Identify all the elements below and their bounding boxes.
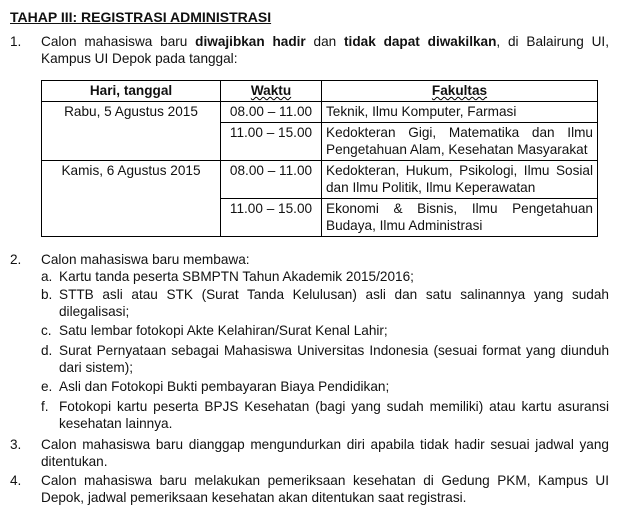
sub-item-letter: c. [41, 323, 52, 338]
sub-item-text: Surat Pernyataan sebagai Mahasiswa Universitas Indonesia (sesuai format yang diunduh dari sistem); [59, 343, 609, 375]
cell-fakultas: Teknik, Ilmu Komputer, Farmasi [322, 102, 598, 123]
item-text-part: dan [305, 34, 345, 49]
item-text: Calon mahasiswa baru melakukan pemeriksaan kesehatan di Gedung PKM, Kampus UI Depok, jadwal pemeriksaan kesehatan akan ditentukan saat registrasi. [41, 473, 609, 505]
column-header-waktu-label: Waktu [250, 83, 292, 98]
sub-item-letter: b. [41, 287, 53, 302]
section-heading: TAHAP III: REGISTRASI ADMINISTRASI [10, 9, 272, 25]
cell-fakultas: Kedokteran, Hukum, Psikologi, Ilmu Sosial dan Ilmu Politik, Ilmu Keperawatan [322, 161, 598, 199]
item-text-bold: diwajibkan hadir [195, 34, 306, 49]
column-header-hari: Hari, tanggal [42, 81, 221, 102]
sub-item-letter: e. [41, 379, 53, 394]
item-number: 3. [10, 437, 22, 452]
table-header-row [42, 81, 598, 102]
cell-hari: Kamis, 6 Agustus 2015 [42, 161, 221, 237]
item-text-part: , di Balairung UI, Kampus UI Depok pada tanggal: [41, 34, 609, 66]
column-header-fakultas [322, 81, 598, 102]
item-number: 2. [10, 252, 22, 267]
sub-item-letter: a. [41, 269, 53, 284]
item-text-part: Calon mahasiswa baru [41, 34, 196, 49]
sub-item-text: STTB asli atau STK (Surat Tanda Kelulusan) asli dan satu salinannya yang sudah dilegalisasi; [59, 287, 609, 319]
sub-item-text: Fotokopi kartu peserta BPJS Kesehatan (bagi yang sudah memiliki) atau kartu asuransi kesehatan lainnya. [59, 399, 609, 431]
cell-waktu: 08.00 – 11.00 [221, 102, 322, 123]
item-text: Calon mahasiswa baru membawa: [41, 252, 250, 267]
schedule-table [41, 80, 598, 237]
item-text-bold: tidak dapat diwakilkan [344, 34, 497, 49]
sub-item-text: Kartu tanda peserta SBMPTN Tahun Akademik 2015/2016; [59, 269, 414, 284]
cell-waktu: 11.00 – 15.00 [221, 123, 322, 161]
cell-hari: Rabu, 5 Agustus 2015 [42, 102, 221, 161]
cell-fakultas: Ekonomi & Bisnis, Ilmu Pengetahuan Budaya, Ilmu Administrasi [322, 199, 598, 237]
cell-waktu: 08.00 – 11.00 [221, 161, 322, 199]
column-header-fakultas-label: Fakultas [431, 83, 488, 98]
column-header-waktu [221, 81, 322, 102]
table-row [42, 102, 598, 123]
cell-waktu: 11.00 – 15.00 [221, 199, 322, 237]
item-text: Calon mahasiswa baru dianggap mengundurkan diri apabila tidak hadir sesuai jadwal yang ditentukan. [41, 437, 609, 469]
item-number: 1. [10, 34, 22, 49]
sub-item-letter: f. [41, 399, 49, 414]
sub-item-text: Satu lembar fotokopi Akte Kelahiran/Surat Kenal Lahir; [59, 323, 388, 338]
table-row [42, 161, 598, 199]
sub-item-letter: d. [41, 343, 53, 358]
item-number: 4. [10, 473, 22, 488]
item-text [41, 33, 609, 67]
sub-item-text: Asli dan Fotokopi Bukti pembayaran Biaya Pendidikan; [59, 379, 390, 394]
cell-fakultas: Kedokteran Gigi, Matematika dan Ilmu Pengetahuan Alam, Kesehatan Masyarakat [322, 123, 598, 161]
